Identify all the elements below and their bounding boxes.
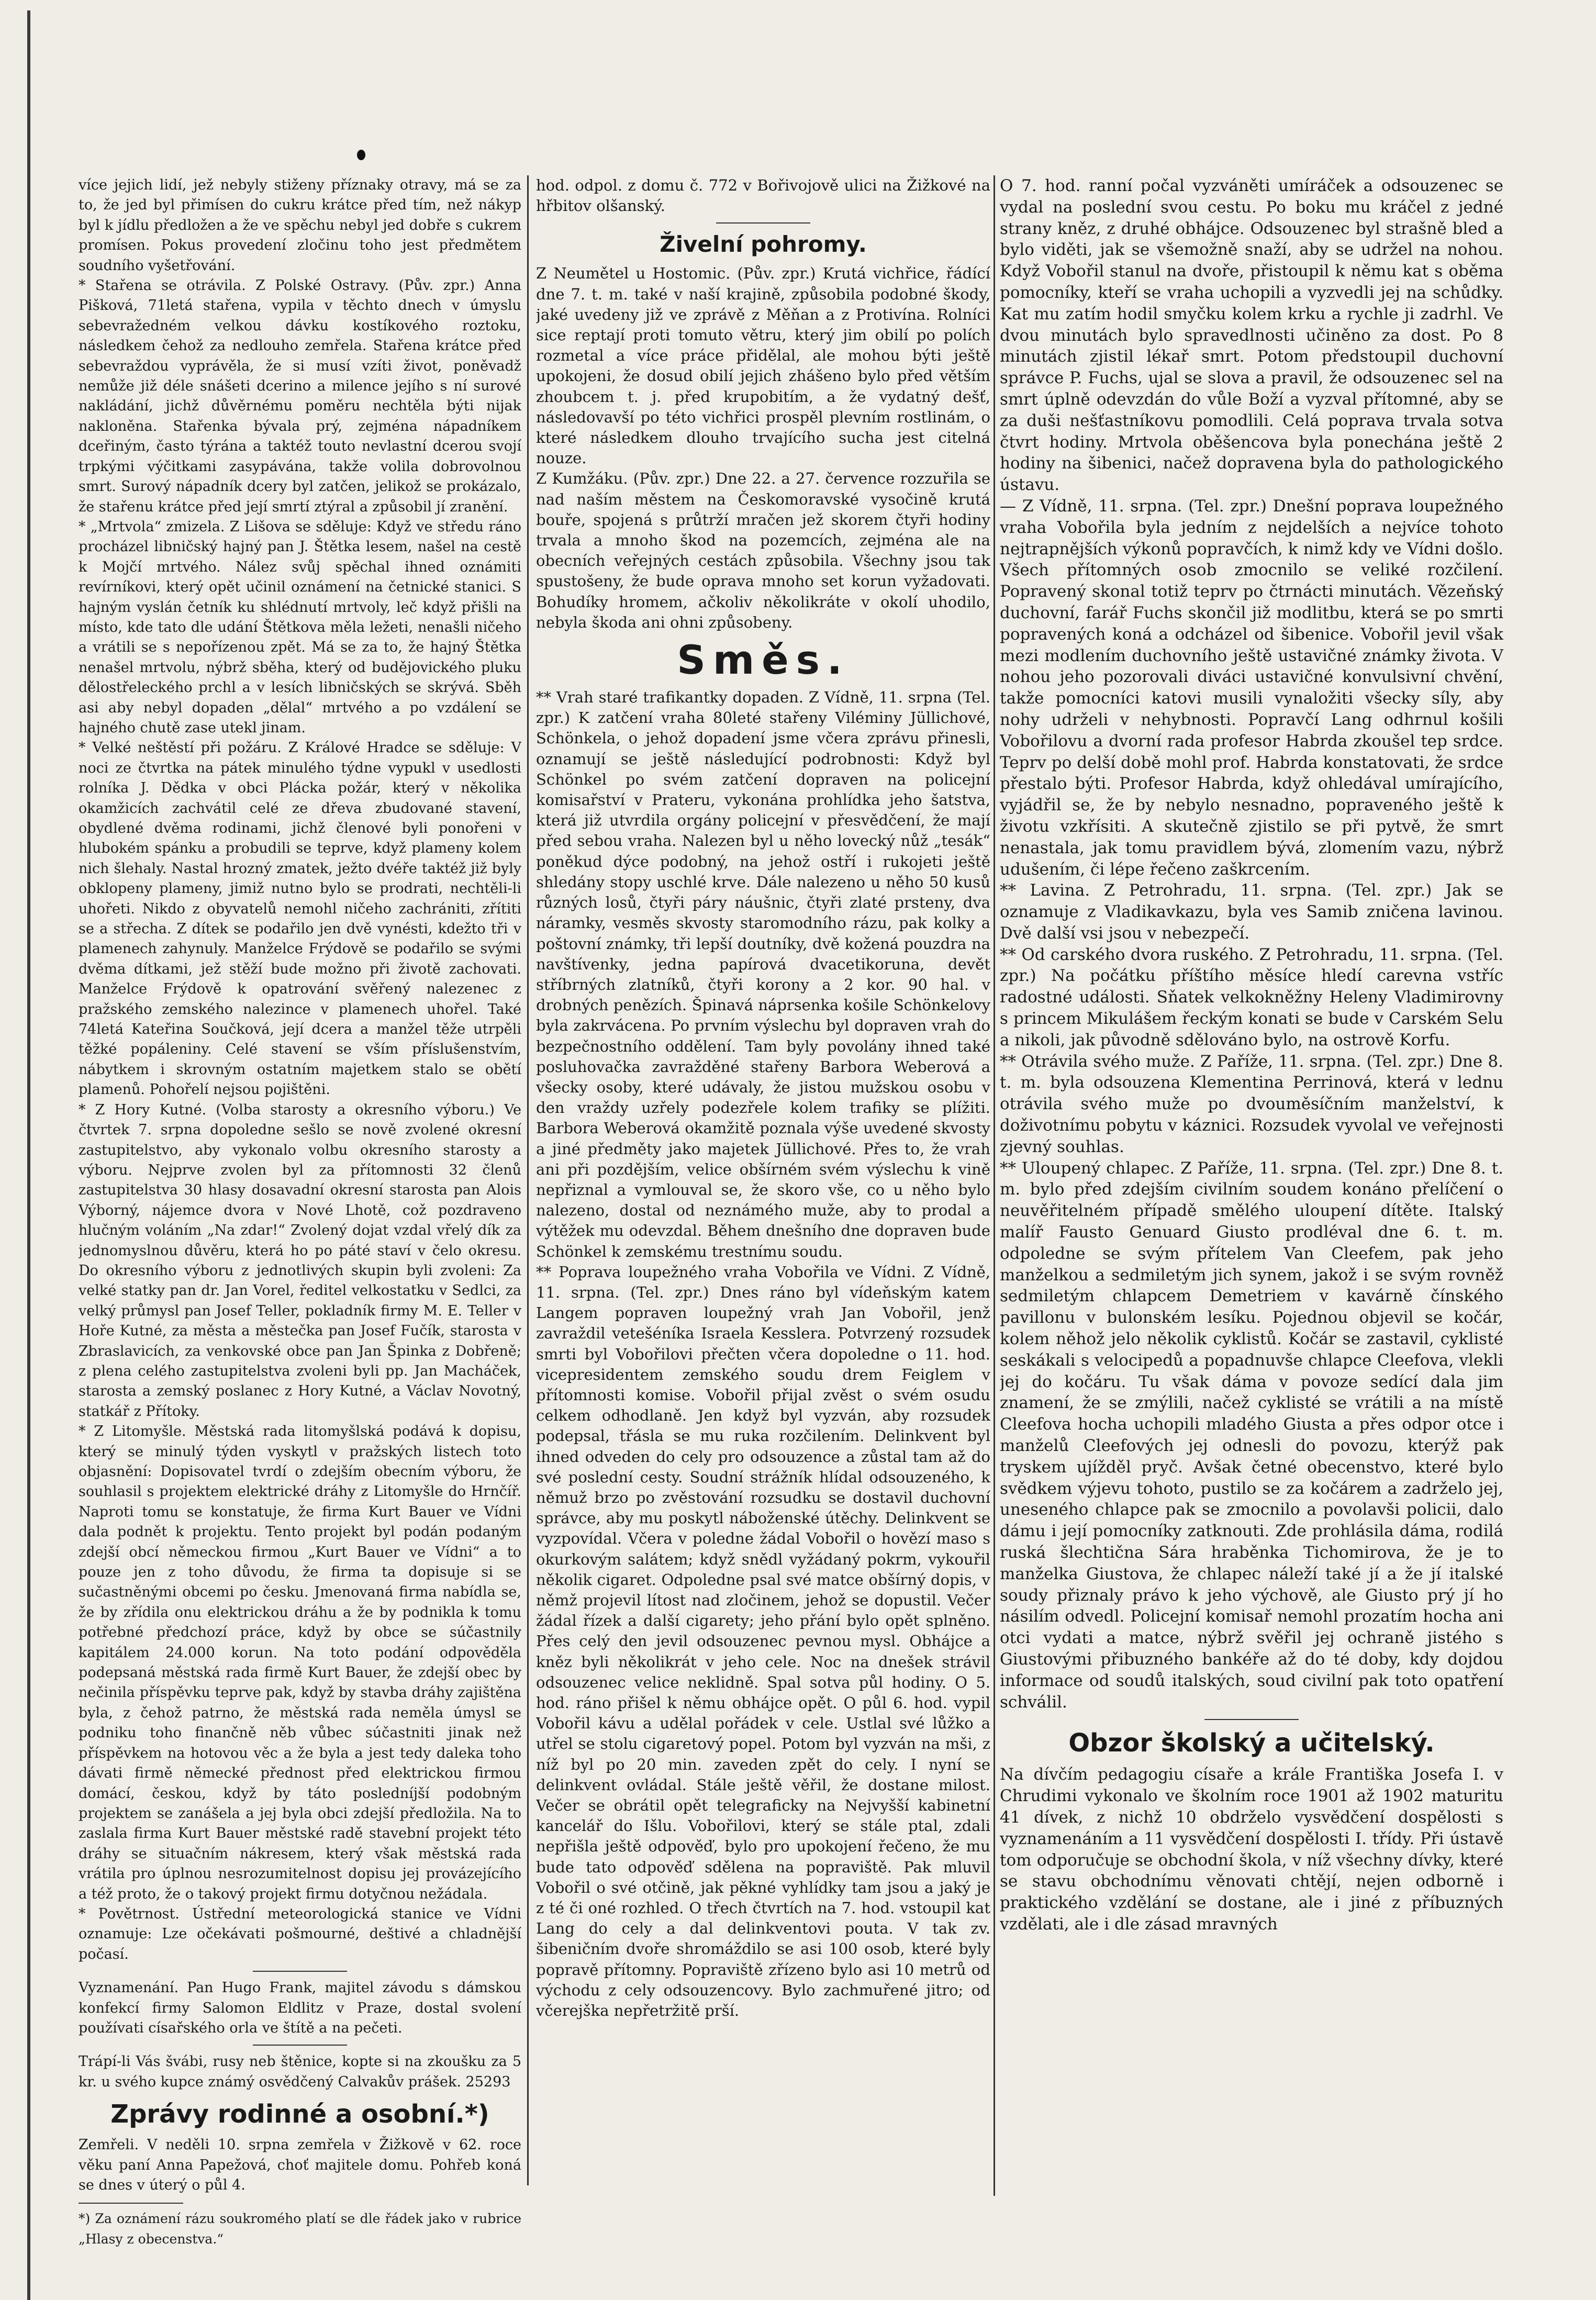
column-middle [536,175,990,2290]
divider [716,222,810,224]
column-right [1000,175,1503,2290]
section-heading: Směs. [677,637,850,684]
article-text: * Z Hory Kutné. (Volba starosty a okresního výboru.) Ve čtvrtek 7. srpna dopoledne sešlo se nově zvolené okresní zastupitelstvo, aby vykonalo volbu okresního starosty a výboru. Nejprve zvolen byl za přítomnosti 32 členů zastupitelstva 30 hlasy dosavadní okresní starosta pan Alois Výborný, nájemce dvora v Nové Lhotě, což pozdraveno hlučným voláním „Na zdar!“ Zvolený dojat vzdal vřelý dík za jednomyslnou důvěru, která ho po páté staví v čelo okresu. Do okresního výboru z jednotlivých skupin byli zvoleni: Za velké statky pan dr. Jan Vorel, ředitel velkostatku v Sedlci, za velký průmysl pan Josef Teller, pokladník firmy M. E. Teller v Hoře Kutné, za města a městečka pan Josef Fučík, starosta v Zbraslavicích, za venkovské obce pan Jan Špinka z Dobřeně; z plena celého zastupitelstva zvoleni byli pp. Jan Macháček, starosta a zemský poslanec z Hory Kutné, a Václav Novotný, statkář z Přítoky. [79,1101,521,1420]
footnote-rule [79,2203,183,2204]
footnote: *) Za oznámení rázu soukromého platí se dle řádek jako v rubrice „Hlasy z obecenstva.“ [79,2211,521,2247]
article-text: * Povětrnost. Ústřední meteorologická stanice ve Vídni oznamuje: Lze očekávati pošmourné, deštivé a chladnější počasí. [79,1905,521,1962]
column-left [79,175,521,2290]
article-text: ** Lavina. Z Petrohradu, 11. srpna. (Tel. zpr.) Jak se oznamuje z Vladikavkazu, byla ves Samib zničena lavinou. Dvě další vsi jsou v nebezpečí. [1000,881,1503,943]
column-rule [527,175,529,2185]
advertisement: Trápí-li Vás švábi, rusy neb štěnice, kopte si na zkoušku za 5 kr. u svého kupce známý osvědčený Calvakův prášek. 25293 [79,2053,521,2090]
article-text: ** Uloupený chlapec. Z Paříže, 11. srpna. (Tel. zpr.) Dne 8. t. m. bylo před zdejším civilním soudem konáno přelíčení o neuvěřitelném případě smělého uloupení dítěte. Italský malíř Fausto Genuard Giusto prodléval dne 6. t. m. odpoledne se svým přítelem Van Cleefem, pak jeho manželkou a sedmiletým jich synem, jakož i se svým rovněž sedmiletým chlapcem Demetriem v kavárně čínského pavillonu v bulonském lesíku. Pojednou objevil se kočár, kolem něhož jelo několik cyklistů. Kočár se zastavil, cyklisté seskákali s velocipedů a popadnuvše chlapce Cleefova, vlekli jej do kočáru. Tu však dáma v povoze sedící dala jim znamení, že se zmýlili, načež cyklisté se vrátili a na místě Cleefova hocha uchopili mladého Giusta a přes odpor otce i manželů Cleefových jej odnesli do povozu, kterýž pak tryskem ujížděl pryč. Avšak četné obecenstvo, které bylo svědkem výjevu tohoto, pustilo se za kočárem a zadrželo jej, uneseného chlapce pak se zmocnilo a povolavši policii, dalo dámu i její pomocníky zatknouti. Zde prohlásila dáma, rodilá ruská šlechtična Sára hraběnka Tichomirova, že je to manželka Giustova, že chlapec náleží také jí a že jí italské soudy přiznaly právo k jeho výchově, ale Giusto prý jí ho násilím odvedl. Policejní komisař nemohl prozatím hocha ani otci vydati a matce, nýbrž svěřil jej ochraně jistého s Giustovými přibuzného bankéře až do té doby, kdy dojdou informace od soudů italských, soud civilní pak toto opatření schválil. [1000,1158,1503,1712]
article-text: * Velké neštěstí při požáru. Z Králové Hradce se sděluje: V noci ze čtvrtka na pátek minulého týdne vypukl v usedlosti rolníka J. Dědka v obci Plácka požár, který v několika okamžicích zachvátil celé ze dřeva zbudované stavení, obydlené dvěma rodinami, jichž členové byli ponořeni v hlubokém spánku a probudili se teprve, když plameny kolem nich šlehaly. Nastal hrozný zmatek, ježto dvéře taktéž již byly obklopeny plameny, jimiž nutno bylo se prodrati, nechtěli-li uhořeti. Nikdo z obyvatelů nemohl ničeho zachrániti, zřítiti se a střecha. Z dítek se podařilo jen dvě vynésti, kdežto tři v plamenech zahynuly. Manželce Frýdově se podařilo se svými dvěma dítkami, jež stěží bude možno při životě zachovati. Manželce Frýdově k opatrování svěřený nalezenec z pražského zemského nalezince v plamenech uhořel. Také 74letá Kateřina Součková, její dcera a manžel těže utrpěli těžké popáleniny. Celé stavení se vším příslušenstvím, nábytkem i skrovným ostatním majetkem stalo se obětí plamenů. Pohořelí nejsou pojištěni. [79,740,521,1098]
article-text: Vyznamenání. Pan Hugo Frank, majitel závodu s dámskou konfekcí firmy Salomon Eldlitz v Praze, dostal svolení používati císařského orla ve štítě a na pečeti. [79,1980,521,2036]
article-text: ** Od carského dvora ruského. Z Petrohradu, 11. srpna. (Tel. zpr.) Na počátku příštího měsíce hledí carevna vstříc radostné události. Sňatek velkokněžny Heleny Vladimirovny s princem Mikulášem řeckým konati se bude v Carském Selu a nikoli, jak původně sdělováno bylo, na ostrově Korfu. [1000,945,1503,1049]
page-edge-rule [27,10,30,2300]
article-text: Z Kumžáku. (Pův. zpr.) Dne 22. a 27. července rozzuřila se nad naším městem na Českomoravské vysočině krutá bouře, spojená s průtrží mračen jež skorem čtyři hodiny trvala a mnoho škod na pozemcích, zejména ale na obecních veřejných cestách způsobila. Všechny jsou tak spustošeny, že bude oprava mnoho set korun vyžadovati. Bohudíky hromem, ačkoliv několikráte v okolí uhodilo, nebyla škoda ani ohni způsobeny. [536,470,990,631]
article-text: * Stařena se otrávila. Z Polské Ostravy. (Pův. zpr.) Anna Pišková, 71letá stařena, vypila v těchto dnech v úmyslu sebevražedném velkou dávku kostíkového roztoku, následkem čehož za nedlouho zemřela. Stařena krátce před sebevraždou vyprávěla, že si musí vzíti život, poněvadž nemůže již déle snášeti dcerino a milence jejího s ní surové nakládání, jichž důvěrnému poměru nechtěla býti nijak nakloněna. Stařenka bývala prý, zejména nápadníkem dceřiným, často týrána a taktéž touto nevlastní dcerou svojí trpkými výčitkami zasypávána, takže volila dobrovolnou smrt. Surový nápadník dcery byl zatčen, jelikož se prokázalo, že stařenu krátce před její smrtí ztýral a způsobil jí zranění. [79,277,521,515]
article-text: — Z Vídně, 11. srpna. (Tel. zpr.) Dnešní poprava loupežného vraha Vobořila byla jedním z nejdelších a nejvíce tohoto nejtrapnějších výkonů popravčích, k nimž kdy ve Vídni došlo. Všech přítomných osob zmocnilo se veliké rozčilení. Popravený skonal totiž teprv po čtrnácti minutách. Vězeňský duchovní, farář Fuchs skončil již modlitbu, která se po smrti popravených koná a odcházel od šibenice. Vobořil jevil však mezi modlením duchovního ještě ustavičné známky života. V nohou jeho pozorovali diváci ustavičné konvulsivní chvění, takže pomocníci katovi musili vynaložiti všecky síly, aby nohy udrželi v nehybnosti. Popravčí Lang odhrnul košili Vobořilovu a dvorní rada profesor Habrda zkoušel tep srdce. Teprv po delší době mohl prof. Habrda konstatovati, že srdce přestalo býti. Profesor Habrda, když ohledával umírajícího, vyjádřil se, že by nebylo nesnadno, popraveného ještě k životu vzkřísiti. A skutečně zjistilo se při pytvě, že smrt nenastala, jak tomu pravidlem bývá, zlomením vazu, nýbrž udušením, či lépe řečeno zaškrcením. [1000,496,1503,879]
article-text: Zemřeli. V neděli 10. srpna zemřela v Žižkově v 62. roce věku paní Anna Papežová, choť majitele domu. Pohřeb koná se dnes v úterý o půl 4. [79,2137,521,2193]
article-text: Z Neumětel u Hostomic. (Pův. zpr.) Krutá vichřice, řádící dne 7. t. m. také v naší krajině, způsobila podobné škody, jaké uvedeny již ve zprávě z Měňan a z Protivína. Rolníci sice reptají proti tomuto větru, který jim obilí po polích rozmetal a více práce přidělal, ale mohou býti ještě upokojeni, že dosud obilí jejich zhášeno bylo před větším zhoubcem t. j. před krupobitím, a že vydatný dešť, následovavší po této vichřici prospěl plevním rostlinám, o které následkem dlouho trvajícího sucha jest citelná nouze. [536,264,990,467]
page-mark [357,150,365,160]
article-text: O 7. hod. ranní počal vyzváněti umíráček a odsouzenec se vydal na poslední svou cestu. Po boku mu kráčel z jedné strany kněz, z druhé obhájce. Odsouzenec byl strašně bled a bylo viděti, jak se všemožně snaží, aby se udržel na nohou. Když Vobořil stanul na dvoře, přistoupil k němu kat s oběma pomocníky, kteří se vraha uchopili a vyzvedli jej na schůdky. Kat mu zatím hodil smyčku kolem krku a rychle ji zadrhl. Ve dvou minutách bylo spravedlnosti učiněno za dost. Po 8 minutách zjistil lékař smrt. Potom předstoupil duchovní správce P. Fuchs, ujal se slova a pravil, že odsouzenec sel na smrt úplně odevzdán do vůle Boží a vyzval přítomné, aby se za duši nešťastníkovu pomodlili. Celá poprava trvala sotva čtvrt hodiny. Mrtvola oběšencova byla ponechána ještě 2 hodiny na šibenici, načež dopravena byla do pathologického ústavu. [1000,176,1503,495]
section-heading: Obzor školský a učitelský. [1068,1728,1435,1758]
divider [253,2045,347,2046]
article-text: ** Poprava loupežného vraha Vobořila ve Vídni. Z Vídně, 11. srpna. (Tel. zpr.) Dnes ráno byl vídeňským katem Langem popraven loupežný vrah Jan Vobořil, jenž zavraždil vetešéníka Israela Kesslera. Potvrzený rozsudek smrti byl Vobořilovi přečten včera dopoledne o 11. hod. vicepresidentem zemského soudu drem Feiglem v přítomnosti komise. Vobořil přijal zvěst o svém osudu celkem odhodlaně. Jen když byl vyzván, aby rozsudek podepsal, třásla se mu ruka rozčilením. Delinkvent byl ihned odveden do cely pro odsouzence a zůstal tam až do své poslední cesty. Soudní strážník hlídal odsouzeného, k němuž brzo po zvěstování rozsudku se dostavil duchovní správce, aby mu poskytl náboženské útěchy. Delinkvent se vyzpovídal. Včera v poledne žádal Vobořil o hovězí maso s okurkovým salátem; když snědl vyžádaný pokrm, vykouřil několik cigaret. Odpoledne psal své matce obšírný dopis, v němž projevil lítost nad zločinem, jehož se dopustil. Večer žádal řízek a další cigarety; jeho přání bylo opět splněno. Přes celý den jevil odsouzenec pevnou mysl. Obhájce a kněz byli několikrát v jeho cele. Noc na dnešek strávil odsouzenec velice neklidně. Spal sotva půl hodiny. O 5. hod. ráno přišel k němu obhájce opět. O půl 6. hod. vypil Vobořil kávu a udělal pořádek v cele. Ustlal své lůžko a utřel se stolu cigaretový popel. Potom byl vyzván na mši, z níž byl po 20 min. zaveden zpět do cely. I nyní se delinkvent ovládal. Stále ještě věřil, že dostane milost. Večer se obrátil opět telegraficky na Nejvyšší kabinetní kancelář do Išlu. Vobořilovi, který se stále ptal, zdali nepřišla ještě odpověď, bylo pro upokojení řečeno, že mu bude tato odpověď sdělena na popraviště. Pak mluvil Vobořil o své otčině, jak pěkné vyhlídky tam jsou a jaký je z té či oné rozhled. O třech čtvrtích na 7. hod. vstoupil kat Lang do cely a dal delinkventovi pouta. V tak zv. šibeničním dvoře shromáždilo se asi 100 osob, které byly popravě přítomny. Popraviště zřízeno bylo asi 10 metrů od východu z cely odsouzencovy. Bylo zachmuřené jitro; od včerejška nepřetržitě prší. [536,1263,990,2020]
article-text: * „Mrtvola“ zmizela. Z Lišova se sděluje: Když ve středu ráno procházel libničský hajný pan J. Štětka lesem, našel na cestě k Mojčí mrtvého. Nález svůj spěchal ihned oznámiti revírníkovi, který opět učinil oznámení na četnické stanici. S hajným vyslán četník ku shlédnutí mrtvoly, leč když přišli na místo, kde tato dle udání Štětkova měla ležeti, nenašli ničeho a vrátili se s nepořízenou zpět. Má se za to, že hajný Štětka nenašel mrtvolu, nýbrž sběha, který od budějovického pluku dělostřeleckého prchl a v lesích libničských se skrývá. Sběh asi aby nebyl dopaden „dělal“ mrtvého a po vzdálení se hajného chutě zase utekl jinam. [79,518,521,736]
column-rule [994,175,995,2196]
divider [253,1971,347,1972]
article-text: * Z Litomyšle. Městská rada litomyšlská podává k dopisu, který se minulý týden vyskytl v pražských listech toto objasnění: Dopisovatel tvrdí o zdejším obecním výboru, že souhlasil s projektem elektrické dráhy z Litomyšle do Hrnčíř. Naproti tomu se konstatuje, že firma Kurt Bauer ve Vídni dala podnět k projektu. Tento projekt byl podán podaným zdejší obcí německou firmou „Kurt Bauer ve Vídni“ a to pouze jen z toho důvodu, že firma ta dopisuje si se sučastněnými obcemi po česku. Jmenovaná firma nabídla se, že by zřídila onu elektrickou dráhu a že by podnikla k tomu potřebné předchozí práce, když by obce se súčastnily kapitálem 24.000 korun. Na toto podání odpověděla podepsaná městská rada firmě Kurt Bauer, že zdejší obec by nečinila příspěvku teprve pak, když by stavba dráhy zajištěna byla, z čehož patrno, že městská rada neměla úmysl se podniku toho finančně něb vůbec súčastniti jinak než příspěvkem na hotovou věc a že byla a jest tedy daleka toho dávati firmě německé přednost před elektrickou firmou domácí, českou, když by táto posledníjší podobným projektem se zanášela a jej byla obci zdejší předložila. Na to zaslala firma Kurt Bauer městské radě stavební projekt této dráhy se situačním nákresem, který však městská rada vrátila pro úplnou nesrozumitelnost dopisu jej provázejícího a též proto, že o takový projekt firmu dotyčnou nežádala. [79,1423,521,1902]
article-text: hod. odpol. z domu č. 772 v Bořivojově ulici na Žižkové na hřbitov olšanský. [536,176,990,215]
article-text: Na dívčím pedagogiu císaře a krále Františka Josefa I. v Chrudimi vykonalo ve školním roce 1901 až 1902 maturitu 41 dívek, z nichž 10 obdrželo vysvědčení dospělosti s vyznamenáním a 11 vysvědčení dospělosti I. třídy. Při ústavě tom odporučuje se obchodní škola, v níž všechny dívky, které se stavu obchodnímu věnovati chtějí, nejen odborně i praktického vzdělání se dostane, ale i jiné z příbuzných vzdělati, ale i dle zásad mravných [1000,1765,1503,1934]
article-text: ** Otrávila svého muže. Z Paříže, 11. srpna. (Tel. zpr.) Dne 8. t. m. byla odsouzena Klementina Perrinová, která v lednu otrávila svého muže po dvouměsíčním manželství, k doživotnímu pobytu v káznici. Rozsudek vyvolal ve veřejnosti zjevný souhlas. [1000,1052,1503,1156]
divider [1204,1719,1299,1720]
article-text: ** Vrah staré trafikantky dopaden. Z Vídně, 11. srpna (Tel. zpr.) K zatčení vraha 80leté stařeny Viléminy Jüllichové, Schönkela, o jehož dopadení jsme včera zprávu přinesli, oznamují se ještě následující podrobnosti: Když byl Schönkel po svém zatčení dopraven na policejní komisařství v Prateru, vykonána prohlídka jeho šatstva, která již utvrdila orgány policejní v přesvědčení, že mají před sebou vraha. Nalezen byl u něho lovecký nůž „tesák“ poněkud dýce podobný, na jehož ostří i rukojeti ještě shledány stopy uschlé krve. Dále nalezeno u něho 50 kusů různých losů, čtyři páry náušnic, čtyři zlaté prsteny, dva náramky, vesměs skvosty staromodního rázu, pak kolky a poštovní známky, tři lepší doutníky, dvě kožená pouzdra na navštívenky, jedna papírová dvacetikoruna, devět stříbrných zlatníků, čtyři korony a 2 kor. 90 hal. v drobných penězích. Špinavá náprsenka košile Schönkelovy byla zakrvácena. Po prvním výslechu byl dopraven vrah do bezpečnostního oddělení. Tam byly povolány ihned také posluhovačka zavražděné stařeny Barbora Weberová a všecky osoby, které udávaly, že jistou mužskou osobu v den vraždy uzřely podezřele kolem trafiky se plížiti. Barbora Weberová okamžitě poznala výše uvedené skvosty a jiné předměty jako majetek Jüllichové. Přes to, že vrah ani při pozdějším, velice obšírném svém výslechu k vině nepřiznal a vymlouval se, že skoro vše, co u něho bylo nalezeno, dostal od neznámého muže, aby to prodal a výtěžek mu odevzdal. Během dnešního dne dopraven bude Schönkel k zemskému trestnímu soudu. [536,688,990,1260]
section-heading: Živelní pohromy. [660,231,867,258]
section-heading: Zprávy rodinné a osobní.*) [110,2100,489,2129]
article-text: více jejich lidí, jež nebyly stiženy příznaky otravy, má se za to, že jed byl přimísen do cukru krátce před tím, než nákyp byl k jídlu předložen a že ve spěchu nebyl jed dobře s cukrem promísen. Pokus provedení zločinu toho jest předmětem soudního vyšetřování. [79,177,521,274]
